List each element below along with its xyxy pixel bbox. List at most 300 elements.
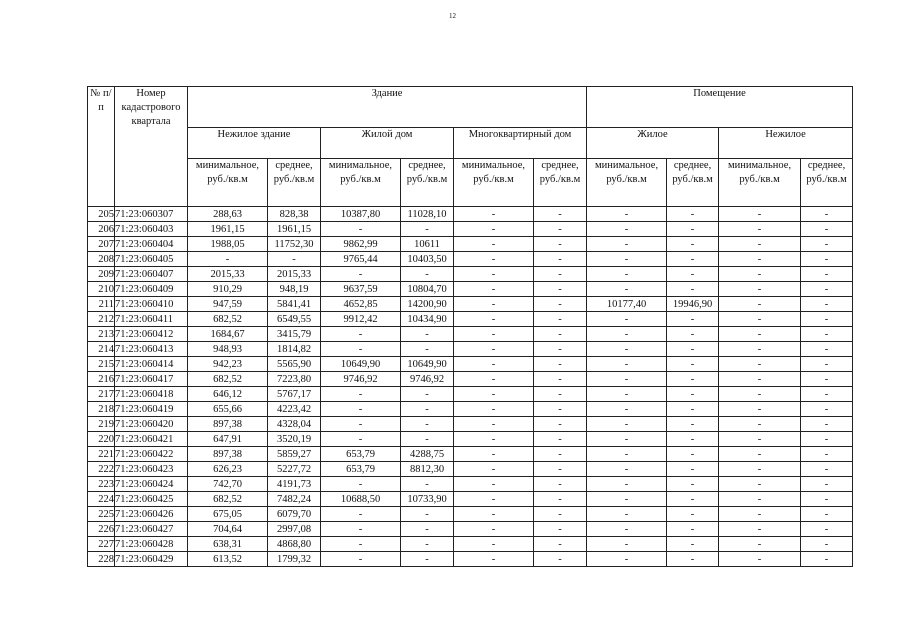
header-apartment-building: Многоквартирный дом <box>454 128 587 159</box>
row-number-cell: 216 <box>88 372 115 387</box>
price-cell: 19946,90 <box>667 297 719 312</box>
price-cell: - <box>801 357 853 372</box>
price-cell: - <box>534 372 587 387</box>
price-cell: 742,70 <box>188 477 268 492</box>
price-cell: - <box>667 222 719 237</box>
price-cell: - <box>587 237 667 252</box>
price-cell: 2015,33 <box>268 267 321 282</box>
table-row <box>88 282 853 297</box>
price-cell: 9862,99 <box>321 237 401 252</box>
price-cell: - <box>801 327 853 342</box>
price-cell: - <box>454 537 534 552</box>
price-cell: - <box>534 267 587 282</box>
price-cell: - <box>587 477 667 492</box>
row-number-cell: 224 <box>88 492 115 507</box>
cadastral-number-cell: 71:23:060411 <box>115 312 188 327</box>
cadastral-number-cell: 71:23:060425 <box>115 492 188 507</box>
price-cell: - <box>454 207 534 222</box>
price-cell: - <box>667 357 719 372</box>
price-cell: 647,91 <box>188 432 268 447</box>
price-cell: - <box>534 237 587 252</box>
price-cell: - <box>667 522 719 537</box>
price-cell: 10804,70 <box>401 282 454 297</box>
price-cell: - <box>321 432 401 447</box>
header-avg-price: среднее, руб./кв.м <box>667 159 719 207</box>
price-cell: - <box>401 552 454 567</box>
row-number-cell: 222 <box>88 462 115 477</box>
price-cell: - <box>667 312 719 327</box>
price-cell: - <box>454 297 534 312</box>
header-residential-room: Жилое <box>587 128 719 159</box>
header-min-price: минимальное, руб./кв.м <box>719 159 801 207</box>
price-cell: - <box>534 447 587 462</box>
price-cell: - <box>454 267 534 282</box>
header-min-price: минимальное, руб./кв.м <box>321 159 401 207</box>
cadastral-number-cell: 71:23:060307 <box>115 207 188 222</box>
table-row <box>88 222 853 237</box>
row-number-cell: 221 <box>88 447 115 462</box>
page-number: 12 <box>449 12 456 20</box>
price-cell: - <box>454 447 534 462</box>
cadastral-value-table <box>87 86 853 567</box>
price-cell: - <box>667 327 719 342</box>
price-cell: - <box>587 462 667 477</box>
price-cell: 10733,90 <box>401 492 454 507</box>
price-cell: 704,64 <box>188 522 268 537</box>
price-cell: 655,66 <box>188 402 268 417</box>
price-cell: 288,63 <box>188 207 268 222</box>
cadastral-number-cell: 71:23:060404 <box>115 237 188 252</box>
price-cell: - <box>801 477 853 492</box>
price-cell: - <box>719 447 801 462</box>
price-cell: - <box>801 237 853 252</box>
table-row <box>88 462 853 477</box>
price-cell: - <box>801 402 853 417</box>
price-cell: 9746,92 <box>321 372 401 387</box>
table-row <box>88 417 853 432</box>
price-cell: - <box>719 477 801 492</box>
price-cell: - <box>667 507 719 522</box>
price-cell: - <box>719 462 801 477</box>
price-cell: - <box>587 522 667 537</box>
price-cell: - <box>454 417 534 432</box>
table-row <box>88 252 853 267</box>
price-cell: - <box>534 402 587 417</box>
price-cell: 910,29 <box>188 282 268 297</box>
price-cell: 9765,44 <box>321 252 401 267</box>
table-row <box>88 507 853 522</box>
price-cell: 3415,79 <box>268 327 321 342</box>
price-cell: 5565,90 <box>268 357 321 372</box>
table-row <box>88 312 853 327</box>
price-cell: - <box>454 402 534 417</box>
price-cell: - <box>534 357 587 372</box>
price-cell: - <box>534 282 587 297</box>
price-cell: - <box>719 312 801 327</box>
price-cell: - <box>667 387 719 402</box>
price-cell: - <box>587 387 667 402</box>
price-cell: - <box>719 267 801 282</box>
price-cell: - <box>534 477 587 492</box>
cadastral-number-cell: 71:23:060405 <box>115 252 188 267</box>
price-cell: - <box>587 507 667 522</box>
price-cell: - <box>801 537 853 552</box>
price-cell: - <box>401 402 454 417</box>
table-row <box>88 297 853 312</box>
price-cell: - <box>401 267 454 282</box>
price-cell: 2997,08 <box>268 522 321 537</box>
price-cell: - <box>587 312 667 327</box>
row-number-cell: 220 <box>88 432 115 447</box>
price-cell: - <box>801 252 853 267</box>
price-cell: - <box>454 492 534 507</box>
price-cell: 14200,90 <box>401 297 454 312</box>
table-row <box>88 372 853 387</box>
row-number-cell: 212 <box>88 312 115 327</box>
price-cell: - <box>454 342 534 357</box>
price-cell: - <box>719 252 801 267</box>
price-cell: - <box>719 372 801 387</box>
price-cell: - <box>719 387 801 402</box>
price-cell: 638,31 <box>188 537 268 552</box>
price-cell: - <box>401 432 454 447</box>
price-cell: 10434,90 <box>401 312 454 327</box>
price-cell: - <box>401 222 454 237</box>
price-cell: 2015,33 <box>188 267 268 282</box>
row-number-cell: 214 <box>88 342 115 357</box>
price-cell: - <box>534 222 587 237</box>
price-cell: - <box>321 477 401 492</box>
price-cell: - <box>534 252 587 267</box>
price-cell: 897,38 <box>188 417 268 432</box>
price-cell: 10177,40 <box>587 297 667 312</box>
price-cell: 10688,50 <box>321 492 401 507</box>
price-cell: - <box>454 462 534 477</box>
price-cell: 10649,90 <box>321 357 401 372</box>
price-cell: 10403,50 <box>401 252 454 267</box>
price-cell: - <box>667 537 719 552</box>
price-cell: - <box>454 432 534 447</box>
cadastral-number-cell: 71:23:060426 <box>115 507 188 522</box>
price-cell: - <box>587 372 667 387</box>
row-number-cell: 228 <box>88 552 115 567</box>
price-cell: - <box>534 462 587 477</box>
row-number-cell: 217 <box>88 387 115 402</box>
price-cell: - <box>801 507 853 522</box>
price-cell: - <box>321 537 401 552</box>
price-cell: 4868,80 <box>268 537 321 552</box>
price-cell: - <box>719 237 801 252</box>
price-cell: - <box>801 312 853 327</box>
price-cell: - <box>401 327 454 342</box>
row-number-cell: 227 <box>88 537 115 552</box>
price-cell: - <box>801 492 853 507</box>
table-row <box>88 357 853 372</box>
price-cell: - <box>667 372 719 387</box>
price-cell: - <box>454 387 534 402</box>
price-cell: - <box>801 522 853 537</box>
price-cell: 1961,15 <box>188 222 268 237</box>
price-cell: - <box>401 522 454 537</box>
price-cell: 9746,92 <box>401 372 454 387</box>
price-cell: - <box>534 432 587 447</box>
price-cell: 11028,10 <box>401 207 454 222</box>
header-room: Помещение <box>587 87 853 128</box>
table-row <box>88 342 853 357</box>
table-row <box>88 267 853 282</box>
cadastral-number-cell: 71:23:060424 <box>115 477 188 492</box>
price-cell: - <box>321 327 401 342</box>
price-cell: - <box>719 537 801 552</box>
row-number-cell: 210 <box>88 282 115 297</box>
price-cell: - <box>667 207 719 222</box>
price-cell: - <box>667 462 719 477</box>
price-cell: 6079,70 <box>268 507 321 522</box>
price-cell: 947,59 <box>188 297 268 312</box>
price-cell: - <box>719 402 801 417</box>
row-number-cell: 205 <box>88 207 115 222</box>
price-cell: - <box>454 477 534 492</box>
price-cell: - <box>454 507 534 522</box>
header-residential-house: Жилой дом <box>321 128 454 159</box>
header-avg-price: среднее, руб./кв.м <box>401 159 454 207</box>
cadastral-number-cell: 71:23:060418 <box>115 387 188 402</box>
table-row <box>88 402 853 417</box>
price-cell: - <box>321 342 401 357</box>
price-cell: 10649,90 <box>401 357 454 372</box>
price-cell: - <box>801 267 853 282</box>
price-cell: - <box>321 387 401 402</box>
price-cell: - <box>321 267 401 282</box>
price-cell: - <box>534 387 587 402</box>
row-number-cell: 226 <box>88 522 115 537</box>
row-number-cell: 215 <box>88 357 115 372</box>
cadastral-number-cell: 71:23:060423 <box>115 462 188 477</box>
price-cell: - <box>719 522 801 537</box>
price-cell: 626,23 <box>188 462 268 477</box>
cadastral-number-cell: 71:23:060428 <box>115 537 188 552</box>
price-cell: - <box>667 237 719 252</box>
cadastral-number-cell: 71:23:060427 <box>115 522 188 537</box>
price-cell: - <box>801 432 853 447</box>
price-cell: 3520,19 <box>268 432 321 447</box>
price-cell: - <box>321 402 401 417</box>
price-cell: - <box>801 552 853 567</box>
price-cell: - <box>401 507 454 522</box>
price-cell: - <box>719 357 801 372</box>
price-cell: - <box>667 342 719 357</box>
price-cell: 948,19 <box>268 282 321 297</box>
price-cell: - <box>719 342 801 357</box>
price-cell: - <box>587 327 667 342</box>
price-cell: - <box>719 297 801 312</box>
price-cell: - <box>534 207 587 222</box>
row-number-cell: 219 <box>88 417 115 432</box>
price-cell: 4328,04 <box>268 417 321 432</box>
price-cell: - <box>587 282 667 297</box>
table-row <box>88 447 853 462</box>
price-cell: - <box>321 552 401 567</box>
price-cell: - <box>534 297 587 312</box>
price-cell: - <box>801 222 853 237</box>
row-number-cell: 209 <box>88 267 115 282</box>
header-min-price: минимальное, руб./кв.м <box>454 159 534 207</box>
price-cell: - <box>401 537 454 552</box>
header-row-number: № п/п <box>88 87 115 207</box>
price-cell: - <box>534 417 587 432</box>
price-cell: 5227,72 <box>268 462 321 477</box>
price-cell: 8812,30 <box>401 462 454 477</box>
price-cell: 653,79 <box>321 447 401 462</box>
price-cell: - <box>719 492 801 507</box>
price-cell: - <box>667 492 719 507</box>
price-cell: - <box>454 327 534 342</box>
price-cell: 682,52 <box>188 492 268 507</box>
price-cell: - <box>587 447 667 462</box>
price-cell: - <box>719 282 801 297</box>
price-cell: - <box>801 462 853 477</box>
price-cell: - <box>188 252 268 267</box>
row-number-cell: 213 <box>88 327 115 342</box>
price-cell: 4223,42 <box>268 402 321 417</box>
price-cell: 4288,75 <box>401 447 454 462</box>
price-cell: - <box>587 492 667 507</box>
price-cell: 11752,30 <box>268 237 321 252</box>
price-cell: - <box>534 342 587 357</box>
price-cell: - <box>454 372 534 387</box>
price-cell: 828,38 <box>268 207 321 222</box>
cadastral-number-cell: 71:23:060417 <box>115 372 188 387</box>
header-min-price: минимальное, руб./кв.м <box>188 159 268 207</box>
price-cell: - <box>587 342 667 357</box>
price-cell: 653,79 <box>321 462 401 477</box>
price-cell: - <box>401 342 454 357</box>
header-min-price: минимальное, руб./кв.м <box>587 159 667 207</box>
row-number-cell: 211 <box>88 297 115 312</box>
price-cell: - <box>587 222 667 237</box>
cadastral-number-cell: 71:23:060403 <box>115 222 188 237</box>
price-cell: - <box>454 552 534 567</box>
header-avg-price: среднее, руб./кв.м <box>801 159 853 207</box>
price-cell: - <box>454 222 534 237</box>
table-row <box>88 327 853 342</box>
price-cell: - <box>454 357 534 372</box>
price-cell: - <box>667 552 719 567</box>
header-cadastral-quarter: Номер кадастрового квартала <box>115 87 188 207</box>
cadastral-number-cell: 71:23:060429 <box>115 552 188 567</box>
price-cell: - <box>801 447 853 462</box>
price-cell: - <box>401 387 454 402</box>
table-row <box>88 432 853 447</box>
price-cell: - <box>667 477 719 492</box>
price-cell: - <box>719 222 801 237</box>
price-cell: - <box>454 282 534 297</box>
price-cell: - <box>587 552 667 567</box>
price-cell: - <box>801 297 853 312</box>
table-row <box>88 207 853 222</box>
cadastral-number-cell: 71:23:060419 <box>115 402 188 417</box>
price-cell: - <box>534 552 587 567</box>
cadastral-number-cell: 71:23:060410 <box>115 297 188 312</box>
price-cell: - <box>719 552 801 567</box>
price-cell: 6549,55 <box>268 312 321 327</box>
price-cell: - <box>587 432 667 447</box>
price-cell: - <box>667 402 719 417</box>
price-cell: - <box>401 477 454 492</box>
table-row <box>88 477 853 492</box>
table-row <box>88 492 853 507</box>
price-cell: - <box>667 282 719 297</box>
price-cell: 682,52 <box>188 372 268 387</box>
price-cell: - <box>801 372 853 387</box>
price-cell: - <box>321 417 401 432</box>
header-building: Здание <box>188 87 587 128</box>
price-cell: - <box>801 207 853 222</box>
price-cell: 675,05 <box>188 507 268 522</box>
cadastral-number-cell: 71:23:060413 <box>115 342 188 357</box>
price-cell: 613,52 <box>188 552 268 567</box>
cadastral-number-cell: 71:23:060414 <box>115 357 188 372</box>
price-cell: 682,52 <box>188 312 268 327</box>
price-cell: 10387,80 <box>321 207 401 222</box>
row-number-cell: 206 <box>88 222 115 237</box>
price-cell: - <box>587 207 667 222</box>
price-cell: - <box>534 537 587 552</box>
row-number-cell: 225 <box>88 507 115 522</box>
price-cell: 10611 <box>401 237 454 252</box>
price-cell: 1988,05 <box>188 237 268 252</box>
row-number-cell: 208 <box>88 252 115 267</box>
price-cell: - <box>667 447 719 462</box>
price-cell: - <box>534 507 587 522</box>
price-cell: - <box>401 417 454 432</box>
cadastral-number-cell: 71:23:060412 <box>115 327 188 342</box>
cadastral-number-cell: 71:23:060421 <box>115 432 188 447</box>
price-cell: - <box>534 327 587 342</box>
price-cell: - <box>321 507 401 522</box>
price-cell: - <box>719 207 801 222</box>
price-cell: - <box>587 357 667 372</box>
price-cell: 5767,17 <box>268 387 321 402</box>
price-cell: - <box>801 387 853 402</box>
row-number-cell: 218 <box>88 402 115 417</box>
price-cell: - <box>801 342 853 357</box>
price-cell: - <box>534 492 587 507</box>
price-cell: - <box>667 252 719 267</box>
price-cell: 1961,15 <box>268 222 321 237</box>
price-cell: - <box>587 267 667 282</box>
price-cell: 4191,73 <box>268 477 321 492</box>
cadastral-number-cell: 71:23:060407 <box>115 267 188 282</box>
price-cell: 5841,41 <box>268 297 321 312</box>
price-cell: - <box>454 312 534 327</box>
price-cell: - <box>454 522 534 537</box>
table-row <box>88 387 853 402</box>
header-nonresidential-room: Нежилое <box>719 128 853 159</box>
header-avg-price: среднее, руб./кв.м <box>534 159 587 207</box>
price-cell: 5859,27 <box>268 447 321 462</box>
price-cell: - <box>667 267 719 282</box>
price-cell: 9912,42 <box>321 312 401 327</box>
price-cell: - <box>587 537 667 552</box>
price-cell: - <box>587 252 667 267</box>
table-row <box>88 537 853 552</box>
price-cell: 897,38 <box>188 447 268 462</box>
price-cell: 9637,59 <box>321 282 401 297</box>
price-cell: - <box>667 417 719 432</box>
price-cell: - <box>534 312 587 327</box>
price-cell: - <box>719 417 801 432</box>
